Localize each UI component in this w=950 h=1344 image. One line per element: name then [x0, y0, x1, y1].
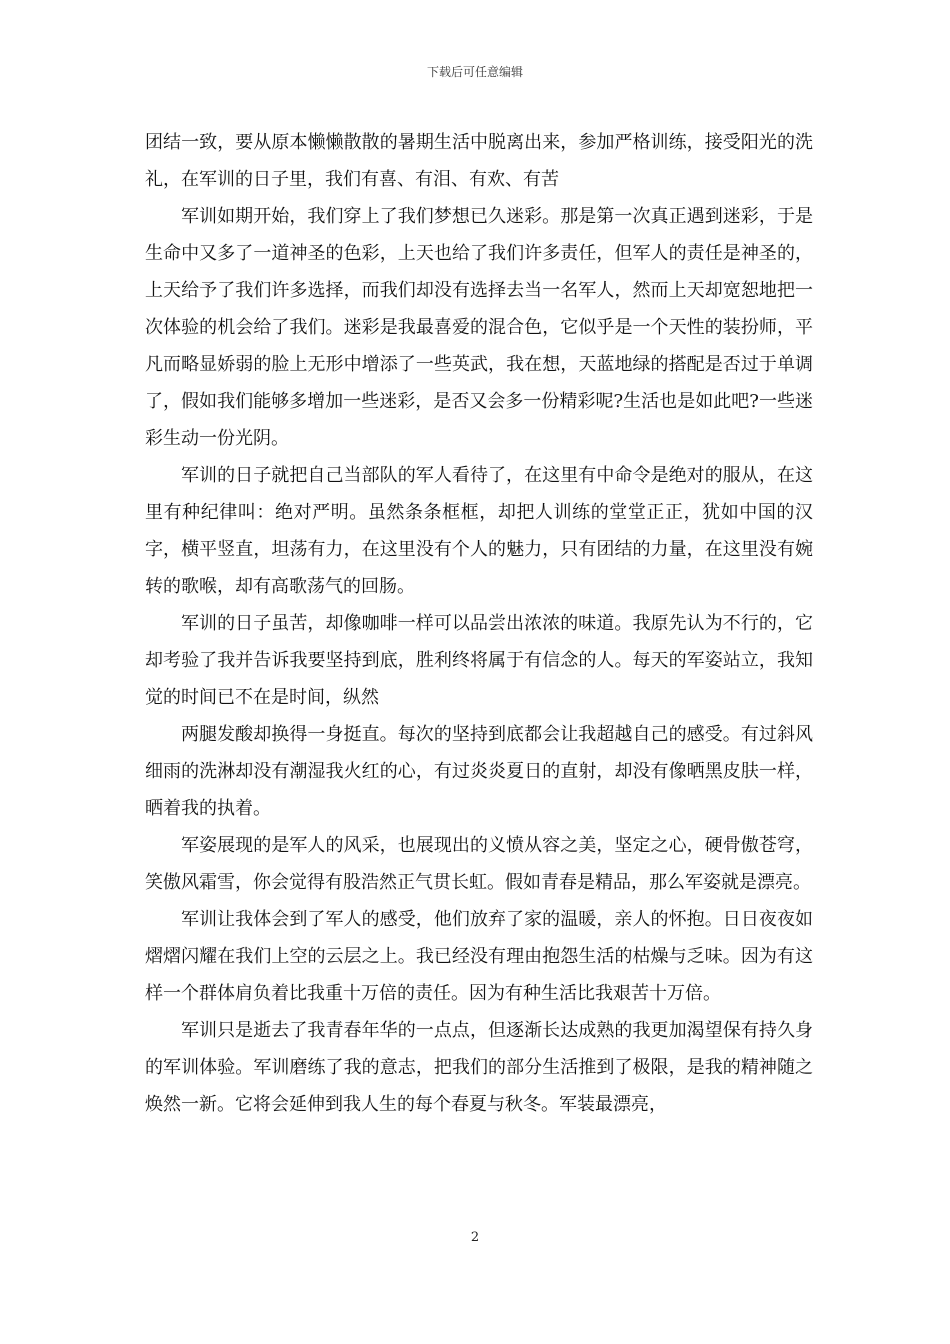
paragraph-4: 军训的日子虽苦，却像咖啡一样可以品尝出浓浓的味道。我原先认为不行的，它却考验了我并告诉我要坚持到底，胜利终将属于有信念的人。每天的军姿站立，我知觉的时间已不在是时间，纵然 — [145, 613, 813, 708]
paragraph-1: 团结一致，要从原本懒懒散散的暑期生活中脱离出来，参加严格训练，接受阳光的洗礼，在军训的日子里，我们有喜、有泪、有欢、有苦 — [145, 132, 813, 190]
page-number: 2 — [470, 1230, 480, 1245]
document-body — [145, 124, 813, 1123]
paragraph-3: 军训的日子就把自己当部队的军人看待了，在这里有中命令是绝对的服从，在这里有种纪律叫：绝对严明。虽然条条框框，却把人训练的堂堂正正，犹如中国的汉字，横平竖直，坦荡有力，在这里没有个人的魅力，只有团结的力量，在这里没有婉转的歌喉，却有高歌荡气的回肠。 — [145, 465, 813, 597]
paragraph-5: 两腿发酸却换得一身挺直。每次的坚持到底都会让我超越自己的感受。有过斜风细雨的洗淋却没有潮湿我火红的心，有过炎炎夏日的直射，却没有像晒黑皮肤一样，晒着我的执着。 — [145, 724, 813, 819]
paragraph-8: 军训只是逝去了我青春年华的一点点，但逐渐长达成熟的我更加渴望保有持久身的军训体验。军训磨练了我的意志，把我们的部分生活推到了极限，是我的精神随之焕然一新。它将会延伸到我人生的每个春夏与秋冬。军装最漂亮， — [145, 1020, 813, 1115]
page-header: 下载后可任意编辑 — [426, 65, 523, 79]
paragraph-2: 军训如期开始，我们穿上了我们梦想已久迷彩。那是第一次真正遇到迷彩，于是生命中又多了一道神圣的色彩，上天也给了我们许多责任，但军人的责任是神圣的，上天给予了我们许多选择，而我们却没有选择去当一名军人，然而上天却宽恕地把一次体验的机会给了我们。迷彩是我最喜爱的混合色，它似乎是一个天性的装扮师，平凡而略显娇弱的脸上无形中增添了一些英武，我在想，天蓝地绿的搭配是否过于单调了，假如我们能够多增加一些迷彩，是否又会多一份精彩呢?生活也是如此吧?一些迷彩生动一份光阴。 — [145, 206, 813, 449]
paragraph-6: 军姿展现的是军人的风采，也展现出的义愤从容之美，坚定之心，硬骨傲苍穹，笑傲风霜雪，你会觉得有股浩然正气贯长虹。假如青春是精品，那么军姿就是漂亮。 — [145, 835, 813, 893]
paragraph-7: 军训让我体会到了军人的感受，他们放弃了家的温暖，亲人的怀抱。日日夜夜如熠熠闪耀在我们上空的云层之上。我已经没有理由抱怨生活的枯燥与乏味。因为有这样一个群体肩负着比我重十万倍的责任。因为有种生活比我艰苦十万倍。 — [145, 909, 813, 1004]
